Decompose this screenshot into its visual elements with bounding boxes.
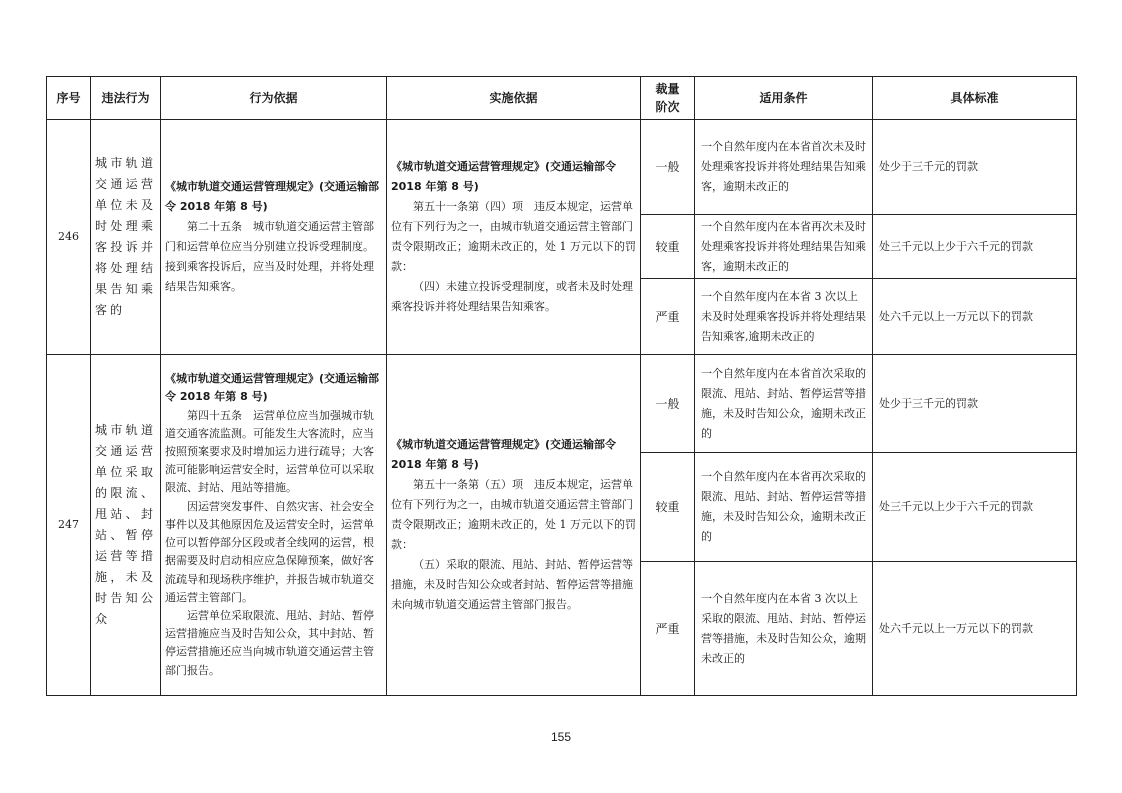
basis-title: 《城市轨道交通运营管理规定》(交通运输部令 2018 年第 8 号) — [165, 180, 380, 213]
violation-text: 城市轨道交通运营单位未及时处理乘客投诉并将处理结果告知乘客的 — [91, 120, 161, 355]
header-std: 具体标准 — [873, 77, 1077, 120]
impl-title: 《城市轨道交通运营管理规定》(交通运输部令 2018 年第 8 号) — [391, 160, 617, 193]
impl-paragraph: （四）未建立投诉受理制度，或者未及时处理乘客投诉并将处理结果告知乘客。 — [391, 280, 633, 313]
table-row — [47, 355, 1077, 453]
header-cond: 适用条件 — [695, 77, 873, 120]
standard-text: 处三千元以上少于六千元的罚款 — [873, 453, 1077, 562]
condition-text: 一个自然年度内在本省首次采取的限流、甩站、封站、暂停运营等措施，未及时告知公众，逾期未改正的 — [695, 355, 873, 453]
header-basis: 行为依据 — [161, 77, 387, 120]
impl-title: 《城市轨道交通运营管理规定》(交通运输部令 2018 年第 8 号) — [391, 438, 617, 471]
basis-paragraph: 第四十五条 运营单位应当加强城市轨道交通客流监测。可能发生大客流时，应当按照预案要求及时增加运力进行疏导；大客流可能影响运营安全时，运营单位可以采取限流、封站、甩站等措施。 — [165, 408, 374, 495]
page-number: 155 — [550, 730, 572, 744]
standard-text: 处六千元以上一万元以下的罚款 — [873, 279, 1077, 355]
header-no: 序号 — [47, 77, 91, 120]
condition-text: 一个自然年度内在本省再次未及时处理乘客投诉并将处理结果告知乘客，逾期未改正的 — [695, 215, 873, 279]
table-row — [47, 120, 1077, 215]
condition-text: 一个自然年度内在本省再次采取的限流、甩站、封站、暂停运营等措施，未及时告知公众，逾期未改正的 — [695, 453, 873, 562]
level-label: 一般 — [641, 355, 695, 453]
impl-paragraph: 第五十一条第（四）项 违反本规定，运营单位有下列行为之一，由城市轨道交通运营主管部门责令限期改正；逾期未改正的，处 1 万元以下的罚款： — [391, 200, 636, 273]
level-label: 严重 — [641, 279, 695, 355]
header-level: 裁量阶次 — [641, 77, 695, 120]
impl-paragraph: （五）采取的限流、甩站、封站、暂停运营等措施，未及时告知公众或者封站、暂停运营等措施未向城市轨道交通运营主管部门报告。 — [391, 558, 633, 611]
impl-cell — [387, 120, 641, 355]
standard-text: 处六千元以上一万元以下的罚款 — [873, 562, 1077, 696]
violation-text: 城市轨道交通运营单位采取的限流、甩站、封站、暂停运营等措施，未及时告知公众 — [91, 355, 161, 696]
table-header-row — [47, 77, 1077, 120]
impl-cell — [387, 355, 641, 696]
row-number: 246 — [47, 120, 91, 355]
level-label: 较重 — [641, 215, 695, 279]
header-impl: 实施依据 — [387, 77, 641, 120]
impl-paragraph: 第五十一条第（五）项 违反本规定，运营单位有下列行为之一，由城市轨道交通运营主管部门责令限期改正；逾期未改正的，处 1 万元以下的罚款： — [391, 478, 636, 551]
basis-title: 《城市轨道交通运营管理规定》(交通运输部令 2018 年第 8 号) — [165, 372, 380, 404]
level-label: 较重 — [641, 453, 695, 562]
header-act: 违法行为 — [91, 77, 161, 120]
standard-text: 处三千元以上少于六千元的罚款 — [873, 215, 1077, 279]
basis-paragraph: 因运营突发事件、自然灾害、社会安全事件以及其他原因危及运营安全时，运营单位可以暂停部分区段或者全线网的运营，根据需要及时启动相应应急保障预案，做好客流疏导和现场秩序维护，并报告城市轨道交通运营主管部门。 — [165, 499, 374, 604]
basis-cell — [161, 120, 387, 355]
level-label: 严重 — [641, 562, 695, 696]
basis-paragraph: 运营单位采取限流、甩站、封站、暂停运营措施应当及时告知公众，其中封站、暂停运营措施还应当向城市轨道交通运营主管部门报告。 — [165, 608, 374, 677]
condition-text: 一个自然年度内在本省 3 次以上采取的限流、甩站、封站、暂停运营等措施，未及时告知公众，逾期未改正的 — [695, 562, 873, 696]
basis-paragraph: 第二十五条 城市轨道交通运营主管部门和运营单位应当分别建立投诉受理制度。接到乘客投诉后，应当及时处理，并将处理结果告知乘客。 — [165, 220, 374, 293]
condition-text: 一个自然年度内在本省首次未及时处理乘客投诉并将处理结果告知乘客，逾期未改正的 — [695, 120, 873, 215]
penalty-standards-table — [46, 76, 1077, 696]
level-label: 一般 — [641, 120, 695, 215]
condition-text: 一个自然年度内在本省 3 次以上未及时处理乘客投诉并将处理结果告知乘客,逾期未改正的 — [695, 279, 873, 355]
standard-text: 处少于三千元的罚款 — [873, 120, 1077, 215]
standard-text: 处少于三千元的罚款 — [873, 355, 1077, 453]
basis-cell — [161, 355, 387, 696]
row-number: 247 — [47, 355, 91, 696]
